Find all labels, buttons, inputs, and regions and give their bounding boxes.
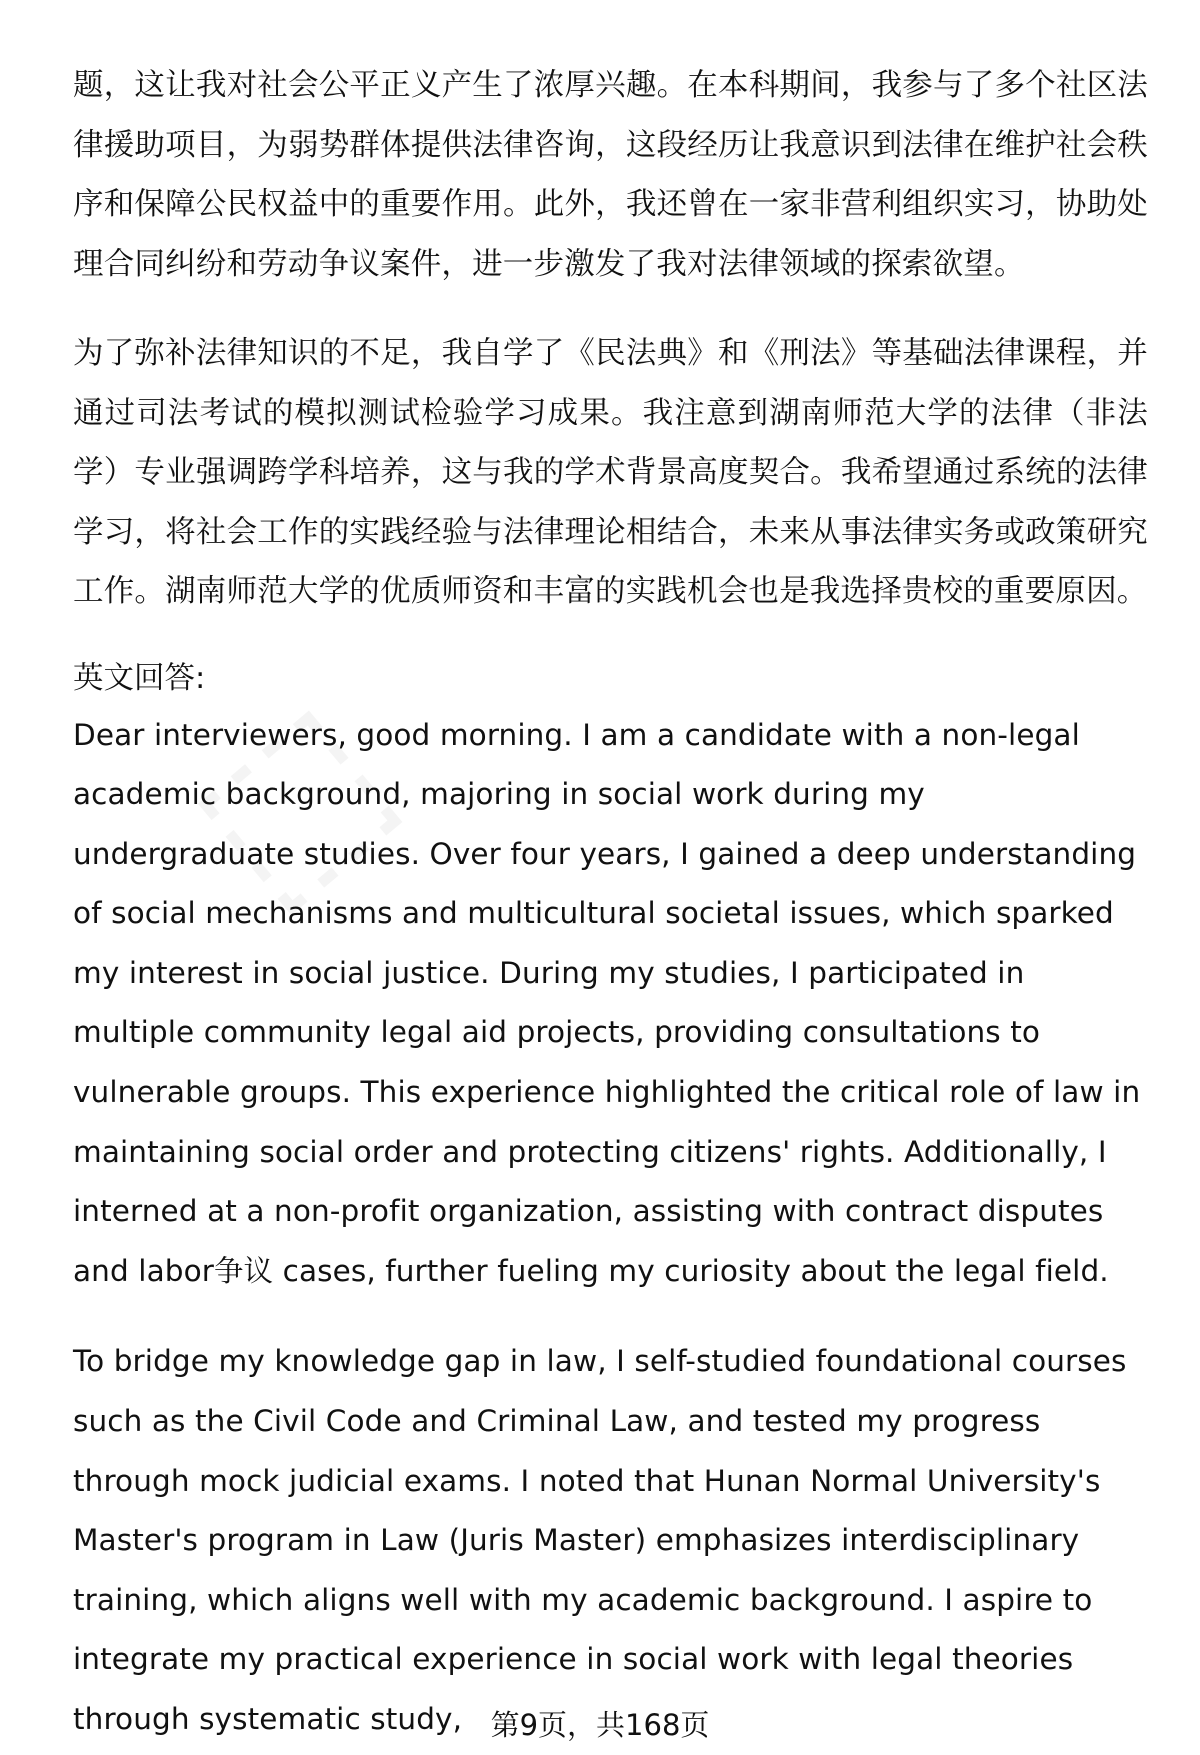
page-footer: 第9页，共168页 <box>490 1708 710 1742</box>
cn-paragraph-1: 题，这让我对社会公平正义产生了浓厚兴趣。在本科期间，我参与了多个社区法律援助项目，为弱势群体提供法律咨询，这段经历让我意识到法律在维护社会秩序和保障公民权益中的重要作用。此外，我还曾在一家非营利组织实习，协助处理合同纠纷和劳动争议案件，进一步激发了我对法律领域的探索欲望。 <box>73 68 1148 282</box>
en-paragraph-1: Dear interviewers, good morning. I am a candidate with a non-legal academic background, majoring in social work during my undergraduate studies. Over four years, I gained a deep understanding of social mechanisms and multicultural societal issues, which sparked my interest in social justice. During my studies, I participated in multiple community legal aid projects, providing consultations to vulnerable groups. This experience highlighted the critical role of law in maintaining social order and protecting citizens' rights. Additionally, I interned at a non-profit organization, assisting with contract disputes and labor争议 cases, further fueling my curiosity about the legal field. <box>73 717 1141 1288</box>
en-paragraph-2: To bridge my knowledge gap in law, I self-studied foundational courses such as the Civil Code and Criminal Law, and tested my progress through mock judicial exams. I noted that Hunan Normal University's Master's program in Law (Juris Master) emphasizes interdisciplinary training, which aligns well with my academic background. I aspire to integrate my practical experience in social work with legal theories through systematic study, <box>73 1344 1127 1736</box>
cn-paragraph-2: 为了弥补法律知识的不足，我自学了《民法典》和《刑法》等基础法律课程，并通过司法考试的模拟测试检验学习成果。我注意到湖南师范大学的法律（非法学）专业强调跨学科培养，这与我的学术背景高度契合。我希望通过系统的法律学习，将社会工作的实践经验与法律理论相结合，未来从事法律实务或政策研究工作。湖南师范大学的优质师资和丰富的实践机会也是我选择贵校的重要原因。 <box>73 336 1148 609</box>
english-answer-heading: 英文回答: <box>73 660 206 696</box>
document-body <box>73 56 1148 1750</box>
